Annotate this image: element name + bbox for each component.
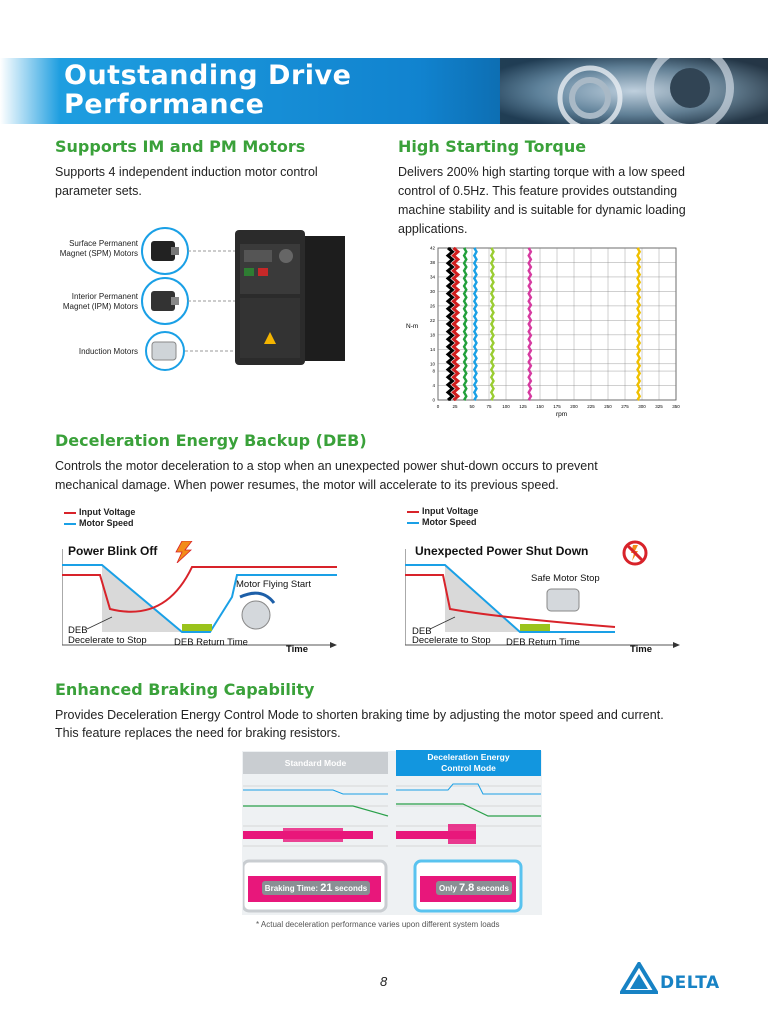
motor-label-spm: Surface Permanent Magnet (SPM) Motors <box>59 239 138 258</box>
series-point <box>449 247 451 249</box>
x-tick-label: 325 <box>655 404 663 409</box>
page-number: 8 <box>380 974 388 989</box>
series-point <box>638 399 640 401</box>
safe-motor-stop-label: Safe Motor Stop <box>531 573 600 584</box>
series-point <box>464 399 466 401</box>
series-3 <box>474 247 476 401</box>
y-tick-label: 14 <box>429 346 435 352</box>
series-point <box>449 323 451 325</box>
section-heading-torque: High Starting Torque <box>398 137 587 156</box>
time-label-right: Time <box>630 644 653 655</box>
x-tick-label: 200 <box>570 404 578 409</box>
motor-flying-start-label: Motor Flying Start <box>236 579 311 590</box>
series-1 <box>454 247 458 401</box>
series-4 <box>491 247 493 401</box>
y-tick-label: 30 <box>429 288 435 294</box>
ac-drive-image <box>235 230 345 365</box>
series-point <box>475 399 477 401</box>
section-heading-im-pm: Supports IM and PM Motors <box>55 137 306 156</box>
y-tick-label: 38 <box>429 259 435 265</box>
motor-induction-icon <box>146 332 184 370</box>
torque-text-line4: applications. <box>398 222 468 236</box>
series-point <box>638 247 640 249</box>
x-tick-label: 250 <box>604 404 612 409</box>
series-point <box>449 399 451 401</box>
no-power-icon <box>622 540 648 566</box>
chart-x-label: rpm <box>556 411 568 418</box>
delta-brand-text: DELTA <box>660 973 720 993</box>
series-point <box>492 399 494 401</box>
torque-text-line1: Delivers 200% high starting torque with a low speed <box>398 165 685 179</box>
page-title-line1: Outstanding Drive <box>64 60 352 91</box>
x-tick-label: 50 <box>469 404 475 409</box>
deb-text-line2: mechanical damage. When power resumes, the motor will accelerate to its previous speed. <box>55 478 559 492</box>
x-tick-label: 175 <box>553 404 561 409</box>
series-5 <box>529 247 531 401</box>
x-tick-label: 100 <box>502 404 510 409</box>
motor-drive-illustration <box>140 222 355 372</box>
series-point <box>455 247 457 249</box>
y-tick-label: 10 <box>429 361 435 367</box>
motor-flying-start-icon <box>240 593 274 629</box>
lightning-icon <box>174 541 194 563</box>
x-tick-label: 25 <box>452 404 458 409</box>
series-point <box>529 323 531 325</box>
motor-ipm-icon <box>142 278 188 324</box>
page-title-line2: Performance <box>64 89 265 120</box>
section-heading-braking: Enhanced Braking Capability <box>55 680 315 699</box>
series-point <box>464 247 466 249</box>
series-point <box>455 323 457 325</box>
motor-label-induction: Induction Motors <box>78 347 138 356</box>
series-point <box>638 323 640 325</box>
braking-text-line1: Provides Deceleration Energy Control Mode to shorten braking time by adjusting the motor speed and current. <box>55 708 664 722</box>
series-point <box>529 399 531 401</box>
legend-motor-speed-left: Motor Speed <box>64 518 134 528</box>
series-point <box>475 247 477 249</box>
machine-photo <box>500 58 768 124</box>
im-pm-text-line1: Supports 4 independent induction motor control <box>55 165 318 179</box>
x-tick-label: 225 <box>587 404 595 409</box>
series-point <box>529 247 531 249</box>
x-tick-label: 0 <box>436 404 440 409</box>
deb-label-right: DEB <box>412 626 432 637</box>
y-tick-label: 4 <box>432 383 435 389</box>
deb-return-bar <box>182 624 212 631</box>
standard-mode-header: Standard Mode <box>243 752 388 774</box>
y-tick-label: 26 <box>429 303 435 309</box>
series-point <box>475 323 477 325</box>
y-tick-label: 8 <box>432 368 435 374</box>
deb-label-left: DEB <box>68 625 88 636</box>
torque-text-line3: machine stability and is suitable for dynamic loading <box>398 203 686 217</box>
torque-chart <box>400 242 690 420</box>
series-point <box>464 323 466 325</box>
motor-label-ipm: Interior Permanent Magnet (IPM) Motors <box>62 292 138 311</box>
y-tick-label: 34 <box>429 274 435 280</box>
y-tick-label: 0 <box>432 397 435 403</box>
series-point <box>455 399 457 401</box>
y-tick-label: 22 <box>429 317 435 323</box>
series-6 <box>638 247 640 401</box>
safe-motor-icon <box>547 589 579 611</box>
delta-logo-icon <box>620 962 658 994</box>
y-tick-label: 42 <box>429 245 435 251</box>
decelerate-label-right: Decelerate to Stop <box>412 635 491 646</box>
section-heading-deb: Deceleration Energy Backup (DEB) <box>55 431 367 450</box>
x-tick-label: 350 <box>672 404 680 409</box>
x-tick-label: 150 <box>536 404 544 409</box>
torque-text-line2: control of 0.5Hz. This feature provides outstanding <box>398 184 678 198</box>
x-tick-label: 125 <box>519 404 527 409</box>
deb-text-line1: Controls the motor deceleration to a stop when an unexpected power shut-down occurs to prevent <box>55 459 598 473</box>
decelerate-label-left: Decelerate to Stop <box>68 635 147 646</box>
deb-return-label-left: DEB Return Time <box>174 637 248 648</box>
deb-return-label-right: DEB Return Time <box>506 637 580 648</box>
x-tick-label: 275 <box>621 404 629 409</box>
time-label-left: Time <box>286 644 309 655</box>
dec-mode-header: Deceleration Energy Control Mode <box>396 750 541 776</box>
x-tick-label: 75 <box>486 404 492 409</box>
motor-spm-icon <box>142 228 188 274</box>
power-blink-title: Power Blink Off <box>68 544 158 558</box>
im-pm-text-line2: parameter sets. <box>55 184 142 198</box>
chart-y-label: N-m <box>406 323 419 330</box>
series-2 <box>464 247 466 401</box>
braking-text-line2: This feature replaces the need for braking resistors. <box>55 726 341 740</box>
series-point <box>492 323 494 325</box>
legend-input-voltage-left: Input Voltage <box>64 507 135 517</box>
series-point <box>492 247 494 249</box>
x-tick-label: 300 <box>638 404 646 409</box>
legend-motor-speed-right: Motor Speed <box>407 517 477 527</box>
power-shutdown-title: Unexpected Power Shut Down <box>415 544 589 558</box>
legend-input-voltage-right: Input Voltage <box>407 506 478 516</box>
braking-footnote: * Actual deceleration performance varies upon different system loads <box>256 920 500 929</box>
braking-time-standard: Braking Time: 21 seconds <box>262 881 370 895</box>
braking-time-dec: Only 7.8 seconds <box>436 881 512 895</box>
y-tick-label: 18 <box>429 332 435 338</box>
